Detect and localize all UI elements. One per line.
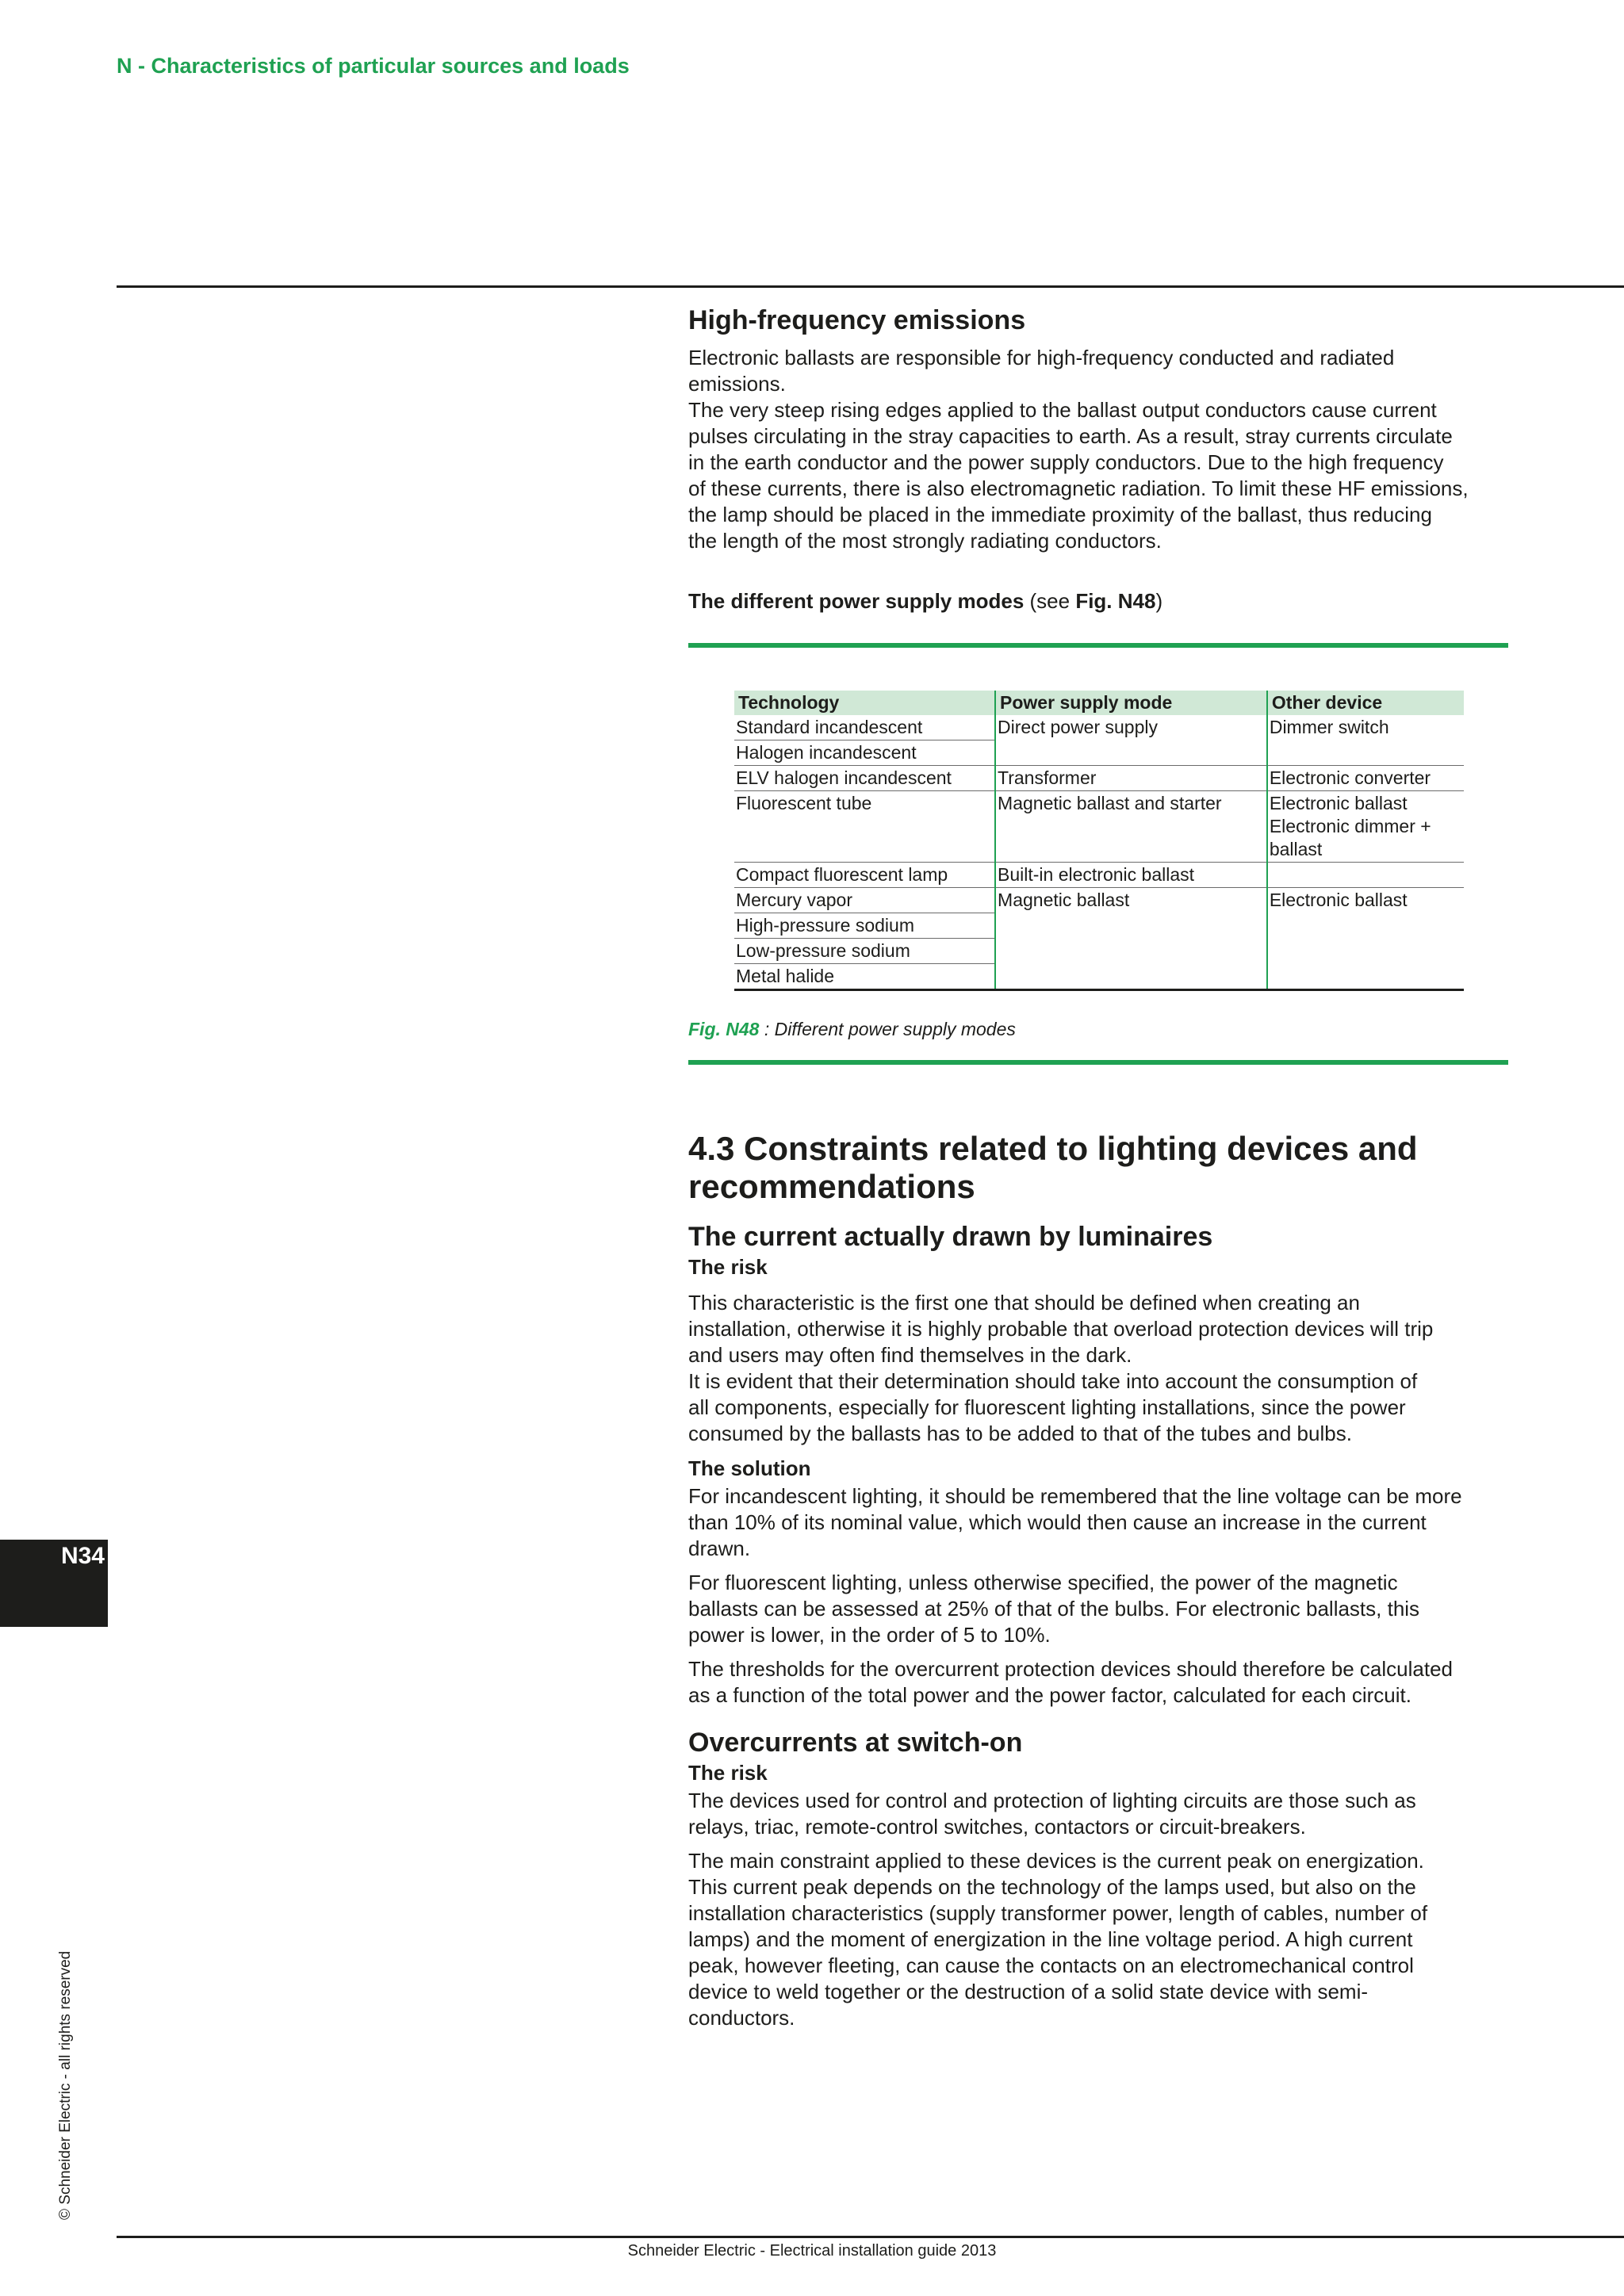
figure-table-wrap <box>734 691 1513 991</box>
table-cell: Compact fluorescent lamp <box>734 863 995 888</box>
header-power-supply-mode: Power supply mode <box>995 691 1267 715</box>
table-cell: High-pressure sodium <box>734 913 995 939</box>
footer-text: Schneider Electric - Electrical installation guide 2013 <box>627 2242 997 2260</box>
table-cell: Halogen incandescent <box>734 740 995 766</box>
current-solution-p1: For incandescent lighting, it should be remembered that the line voltage can be more than 10% of its nominal value, which would then cause an increase in the current drawn. <box>688 1484 1462 1560</box>
current-drawn-heading: The current actually drawn by luminaires <box>688 1222 1213 1252</box>
table-row <box>734 791 1464 863</box>
hf-heading: High-frequency emissions <box>688 305 1026 335</box>
table-cell: Built-in electronic ballast <box>995 863 1267 888</box>
top-divider <box>117 285 1624 288</box>
table-cell <box>1267 863 1464 888</box>
table-cell: Low-pressure sodium <box>734 939 995 964</box>
table-cell: Dimmer switch <box>1267 715 1464 766</box>
page-number-tab <box>0 1540 108 1627</box>
caption-text: : Different power supply modes <box>759 1019 1016 1039</box>
overcurrent-heading: Overcurrents at switch-on <box>688 1728 1023 1758</box>
caption-label: Fig. N48 <box>688 1019 760 1039</box>
section-4-3-heading: 4.3 Constraints related to lighting devices and recommendations <box>688 1130 1418 1205</box>
table-cell: Transformer <box>995 766 1267 791</box>
overcurrent-p2: The main constraint applied to these devices is the current peak on energization. This current peak depends on the technology of the lamps used, but also on the installation characteristics (supply transformer power, length of cables, number of lamps) and the moment of energization in the line voltage period. A high current peak, however fleeting, can cause the contacts on an electromechanical control device to weld together or the destruction of a solid state device with semi- conductors. <box>688 1849 1428 2030</box>
table-cell: Mercury vapor <box>734 888 995 913</box>
table-cell: Magnetic ballast <box>995 888 1267 990</box>
power-supply-table <box>734 691 1464 991</box>
table-cell: Electronic converter <box>1267 766 1464 791</box>
current-risk-label: The risk <box>688 1255 768 1279</box>
current-solution-p3: The thresholds for the overcurrent protection devices should therefore be calculated as a function of the total power and the power factor, calculated for each circuit. <box>688 1657 1453 1707</box>
table-cell: ELV halogen incandescent <box>734 766 995 791</box>
table-row <box>734 863 1464 888</box>
header-technology: Technology <box>734 691 995 715</box>
table-header-row <box>734 691 1464 715</box>
bottom-divider <box>117 2236 1624 2238</box>
figure-caption <box>688 1016 1513 1043</box>
figure-bottom-rule <box>688 1060 1508 1065</box>
table-cell: Electronic ballast <box>1267 888 1464 990</box>
page-number: N34 <box>60 1543 105 1569</box>
table-row <box>734 715 1464 740</box>
table-cell: Standard incandescent <box>734 715 995 740</box>
table-cell: Fluorescent tube <box>734 791 995 863</box>
header-other-device: Other device <box>1267 691 1464 715</box>
modes-line <box>688 562 1513 614</box>
current-solution-p2: For fluorescent lighting, unless otherwise specified, the power of the magnetic ballasts can be assessed at 25% of that of the bulbs. For electronic ballasts, this power is lower, in the order of 5 to 10%. <box>688 1571 1420 1647</box>
table-cell: Direct power supply <box>995 715 1267 766</box>
header-title: N - Characteristics of particular sources and loads <box>117 54 630 78</box>
table-cell: Metal halide <box>734 964 995 990</box>
current-risk-text: This characteristic is the first one that should be defined when creating an installation, otherwise it is highly probable that overload protection devices will trip and users may often find themselves in the dark. It is evident that their determination should take into account the consumption of all components, especially for fluorescent lighting installations, since the power consumed by the ballasts has to be added to that of the tubes and bulbs. <box>688 1291 1434 1445</box>
modes-see: (see <box>1024 589 1076 613</box>
main-content <box>688 304 1513 2039</box>
figure-top-rule <box>688 643 1508 648</box>
table-row <box>734 766 1464 791</box>
table-row <box>734 888 1464 913</box>
current-solution-label: The solution <box>688 1456 811 1480</box>
modes-close: ) <box>1155 589 1163 613</box>
copyright-notice: © Schneider Electric - all rights reserved <box>57 1950 74 2220</box>
overcurrent-risk-label: The risk <box>688 1761 768 1785</box>
modes-fig-ref[interactable]: Fig. N48 <box>1075 589 1156 613</box>
modes-bold: The different power supply modes <box>688 589 1025 613</box>
table-cell: Magnetic ballast and starter <box>995 791 1267 863</box>
overcurrent-p1: The devices used for control and protection of lighting circuits are those such as relays, triac, remote-control switches, contactors or circuit-breakers. <box>688 1789 1416 1839</box>
table-cell: Electronic ballast Electronic dimmer + ballast <box>1267 791 1464 863</box>
hf-paragraph: Electronic ballasts are responsible for high-frequency conducted and radiated emissions. The very steep rising edges applied to the ballast output conductors cause current pulses circulating in the stray capacities to earth. As a result, stray currents circulate in the earth conductor and the power supply conductors. Due to the high frequency of these currents, there is also electromagnetic radiation. To limit these HF emissions, the lamp should be placed in the immediate proximity of the ballast, thus reducing the length of the most strongly radiating conductors. <box>688 346 1469 553</box>
